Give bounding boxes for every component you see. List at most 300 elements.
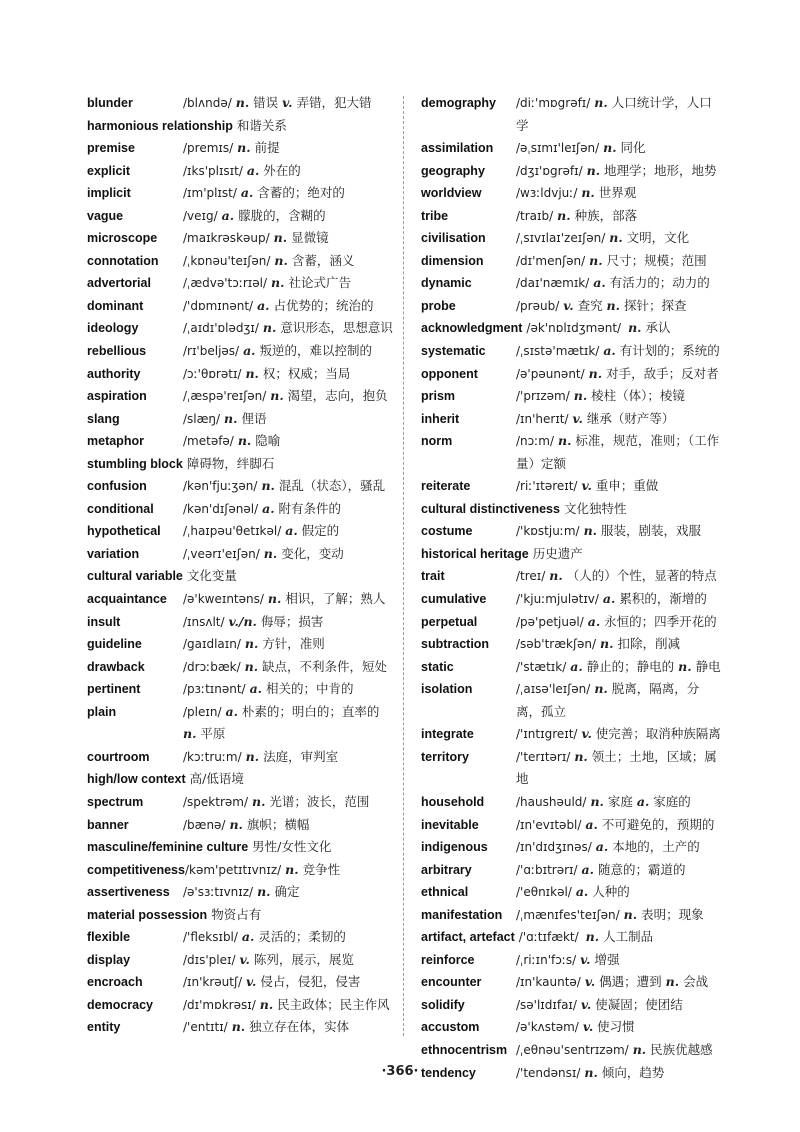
definition: n. 领土；土地，区域；属地	[516, 748, 717, 787]
definition: a. 朦胧的，含糊的	[221, 207, 326, 223]
definition: 男性/女性文化	[252, 839, 332, 855]
phonetic: /ə'kʌstəm/	[516, 1020, 579, 1035]
vocab-entry	[87, 92, 393, 115]
phonetic: /ɪn'dɪdʒɪnəs/	[516, 840, 592, 855]
headword: isolation	[421, 682, 473, 697]
headword: microscope	[87, 231, 158, 246]
headword: pertinent	[87, 682, 141, 697]
headword: advertorial	[87, 276, 151, 291]
vocab-entry	[87, 363, 393, 386]
headword: dimension	[421, 253, 484, 268]
phonetic: /ˌaɪsə'leɪʃən/	[516, 682, 591, 697]
vocab-entry	[421, 859, 721, 882]
definition: n. 民主政体；民主作风	[259, 996, 390, 1012]
vocab-entry	[87, 408, 393, 431]
definition: a. 随意的；霸道的	[581, 861, 686, 877]
headword: assimilation	[421, 141, 494, 156]
headword: entity	[87, 1020, 121, 1035]
phonetic: /veɪg/	[183, 208, 218, 223]
phonetic: /pɜːtɪnənt/	[183, 682, 246, 697]
phonetic: /sə'lɪdɪfaɪ/	[516, 997, 577, 1012]
definition: a. 人种的	[575, 884, 630, 900]
phonetic: /'ɑːtɪfækt/	[518, 930, 579, 945]
definition: a. 附有条件的	[262, 500, 342, 516]
definition: n. 尺寸；规模；范围	[589, 252, 707, 268]
vocab-entry	[421, 1016, 721, 1039]
vocab-entry	[421, 904, 721, 927]
vocab-entry	[87, 137, 393, 160]
vocab-entry	[421, 250, 721, 273]
vocab-entry	[87, 115, 393, 138]
definition: n. 光谱；波长，范围	[251, 793, 370, 809]
definition: n. 棱柱（体）；棱镜	[573, 388, 685, 404]
definition: n. 社论式广告	[271, 275, 351, 291]
headword: conditional	[87, 501, 154, 516]
headword: reinforce	[421, 952, 475, 967]
vocab-entry	[421, 926, 721, 949]
vocab-entry	[87, 926, 393, 949]
phonetic: /maɪkrəskəup/	[183, 231, 270, 246]
headword: inherit	[421, 411, 460, 426]
vocab-entry	[421, 543, 721, 566]
phonetic: /dɪ'menʃən/	[516, 253, 586, 268]
phonetic: /'prɪzəm/	[516, 389, 570, 404]
headword: ideology	[87, 321, 139, 336]
vocab-entry	[87, 565, 393, 588]
headword: worldview	[421, 186, 482, 201]
definition: n. 民族优越感	[632, 1041, 713, 1057]
phonetic: /ɪn'herɪt/	[516, 411, 569, 426]
headword: trait	[421, 569, 445, 584]
vocab-entry	[421, 746, 721, 791]
phonetic: /ˌsɪvɪlaɪ'zeɪʃən/	[516, 231, 606, 246]
headword: assertiveness	[87, 885, 170, 900]
definition: n. 前提	[237, 140, 280, 156]
headword: solidify	[421, 997, 465, 1012]
headword: harmonious relationship	[87, 118, 233, 133]
phonetic: /pə'petjuəl/	[516, 614, 584, 629]
definition: n. 独立存在体，实体	[231, 1019, 350, 1035]
phonetic: /dʒɪ'ɒgrəfɪ/	[516, 163, 583, 178]
definition: n. 脱离，隔离，分离，孤立	[516, 681, 700, 719]
phonetic: /gaɪdlaɪn/	[183, 637, 241, 652]
definition: v. 增强	[580, 951, 620, 967]
headword: inevitable	[421, 817, 479, 832]
phonetic: /pleɪn/	[183, 704, 222, 719]
vocab-entry	[87, 182, 393, 205]
phonetic: /ɪn'krəutʃ/	[183, 975, 243, 990]
phonetic: /blʌndə/	[183, 96, 232, 110]
vocab-entry	[421, 994, 721, 1017]
headword: arbitrary	[421, 862, 472, 877]
phonetic: /slæŋ/	[183, 411, 221, 426]
definition: a. 相关的；中肯的	[249, 681, 354, 697]
vocab-entry	[87, 949, 393, 972]
phonetic: /'ɑːbɪtrərɪ/	[516, 862, 578, 877]
vocab-entry	[87, 475, 393, 498]
vocab-entry	[87, 814, 393, 837]
definition: n. 人口统计学，人口学	[516, 95, 712, 133]
headword: authority	[87, 366, 141, 381]
phonetic: /ɔː'θɒrətɪ/	[183, 366, 242, 381]
vocab-entry	[421, 520, 721, 543]
headword: civilisation	[421, 231, 486, 246]
vocab-entry	[421, 363, 721, 386]
definition: a. 有活力的；动力的	[593, 275, 710, 291]
definition: a. 有计划的；系统的	[603, 343, 720, 359]
definition: v. 使完善；取消种族隔离	[581, 726, 721, 742]
phonetic: /ˌkɒnəu'teɪʃən/	[183, 253, 271, 268]
definition: a. 假定的	[285, 523, 340, 539]
headword: insult	[87, 614, 121, 629]
phonetic: /dɪs'pleɪ/	[183, 952, 236, 967]
phonetic: /ˌæspə'reɪʃən/	[183, 389, 267, 404]
headword: demography	[421, 96, 497, 110]
headword: courtroom	[87, 749, 150, 764]
column-divider	[403, 96, 404, 1036]
vocab-entry	[421, 971, 721, 994]
phonetic: /ɪn'kauntə/	[516, 975, 581, 990]
phonetic: /ə'sɜːtɪvnɪz/	[183, 885, 254, 900]
vocab-entry	[87, 227, 393, 250]
definition: n. 扣除，削减	[600, 636, 680, 652]
definition: n. 家庭 a. 家庭的	[590, 793, 691, 809]
headword: geography	[421, 163, 485, 178]
definition: 物资占有	[211, 906, 262, 922]
definition: n. 权；权威；当局	[245, 365, 351, 381]
vocab-entry	[421, 588, 721, 611]
headword: accustom	[421, 1020, 480, 1035]
vocab-entry	[421, 430, 721, 475]
headword: masculine/feminine culture	[87, 840, 249, 855]
phonetic: /diː'mɒgrəfɪ/	[516, 96, 591, 110]
headword: explicit	[87, 163, 131, 178]
phonetic: /daɪ'næmɪk/	[516, 276, 590, 291]
definition: n. 法庭，审判室	[245, 748, 339, 764]
headword: static	[421, 659, 454, 674]
headword: ethnocentrism	[421, 1042, 508, 1057]
headword: systematic	[421, 344, 486, 359]
vocab-entry	[421, 92, 721, 137]
definition: n. 隐喻	[237, 433, 281, 449]
headword: high/low context	[87, 772, 186, 787]
headword: material possession	[87, 907, 208, 922]
headword: encroach	[87, 975, 143, 990]
vocab-entry	[87, 633, 393, 656]
headword: slang	[87, 411, 120, 426]
phonetic: /ə'kweɪntəns/	[183, 592, 264, 607]
phonetic: /riː'ɪtəreɪt/	[516, 479, 578, 494]
definition: 高/低语境	[189, 771, 244, 787]
definition: n. 种族，部落	[557, 207, 638, 223]
vocab-entry	[87, 385, 393, 408]
vocab-entry	[87, 588, 393, 611]
phonetic: /'eθnɪkəl/	[516, 885, 572, 900]
vocab-entry	[87, 430, 393, 453]
vocab-entry	[421, 317, 721, 340]
vocab-entry	[87, 520, 393, 543]
definition: v./n. 侮辱；损害	[228, 613, 324, 629]
headword: norm	[421, 434, 453, 449]
right-column	[421, 92, 721, 1084]
definition: a. 含蓄的；绝对的	[240, 185, 345, 201]
definition: a. 永恒的；四季开花的	[587, 613, 717, 629]
headword: manifestation	[421, 907, 503, 922]
vocab-entry	[421, 1039, 721, 1062]
definition: a. 累积的，渐增的	[602, 591, 707, 607]
phonetic: /kɔːtruːm/	[183, 749, 242, 764]
phonetic: /drɔːbæk/	[183, 659, 241, 674]
phonetic: /kəm'petɪtɪvnɪz/	[184, 862, 282, 877]
definition: 历史遗产	[532, 545, 583, 561]
headword: indigenous	[421, 840, 488, 855]
vocab-entry	[87, 971, 393, 994]
vocab-entry	[87, 340, 393, 363]
definition: n. 意识形态，思想意识	[262, 320, 393, 336]
vocab-entry	[87, 656, 393, 679]
definition: n. 含蓄，涵义	[274, 252, 355, 268]
phonetic: /kən'dɪʃənəl/	[183, 501, 259, 516]
vocab-entry	[421, 949, 721, 972]
definition: 文化变量	[186, 568, 237, 584]
headword: cultural variable	[87, 569, 183, 584]
definition: 障碍物，绊脚石	[186, 455, 275, 471]
phonetic: /'ɪntɪgreɪt/	[516, 727, 578, 742]
headword: prism	[421, 389, 456, 404]
headword: tendency	[421, 1065, 476, 1080]
phonetic: /dɪ'mɒkrəsɪ/	[183, 997, 256, 1012]
vocab-entry	[421, 272, 721, 295]
definition: n. 确定	[257, 884, 300, 900]
headword: costume	[421, 524, 473, 539]
headword: cultural distinctiveness	[421, 501, 560, 516]
vocab-entry	[87, 272, 393, 295]
phonetic: /ˌmænɪfes'teɪʃən/	[516, 907, 620, 922]
vocab-entry	[421, 227, 721, 250]
definition: n. 文明，文化	[609, 230, 690, 246]
phonetic: /ˌveərɪ'eɪʃən/	[183, 546, 260, 561]
definition: v. 陈列，展示，展览	[239, 951, 354, 967]
headword: cumulative	[421, 592, 487, 607]
headword: connotation	[87, 253, 159, 268]
definition: v. 使习惯	[582, 1019, 635, 1035]
vocab-entry	[421, 340, 721, 363]
phonetic: /'entɪtɪ/	[183, 1020, 228, 1035]
definition: v. 偶遇；遭到 n. 会战	[584, 974, 709, 990]
vocab-entry	[87, 746, 393, 769]
definition: n. 承认	[628, 320, 671, 336]
phonetic: /'kjuːmjulətɪv/	[516, 592, 599, 607]
definition: n. 相识，了解；熟人	[267, 591, 386, 607]
phonetic: /ˌeθnəu'sentrɪzəm/	[516, 1042, 629, 1057]
headword: drawback	[87, 659, 145, 674]
definition: n. 倾向，趋势	[584, 1064, 665, 1080]
headword: blunder	[87, 96, 133, 110]
headword: implicit	[87, 186, 131, 201]
vocab-entry	[421, 137, 721, 160]
headword: historical heritage	[421, 546, 529, 561]
vocab-entry	[87, 701, 393, 746]
headword: confusion	[87, 479, 147, 494]
definition: a. 本地的，土产的	[595, 839, 700, 855]
headword: flexible	[87, 930, 131, 945]
vocab-entry	[421, 881, 721, 904]
headword: display	[87, 952, 131, 967]
headword: spectrum	[87, 794, 144, 809]
definition: v. 重申；重做	[581, 478, 659, 494]
definition: n. 服装，剧装，戏服	[583, 523, 702, 539]
vocab-entry	[87, 160, 393, 183]
phonetic: /ə'pəunənt/	[516, 366, 585, 381]
vocab-entry	[421, 678, 721, 723]
definition: a. 叛逆的，难以控制的	[243, 343, 373, 359]
vocab-entry	[87, 543, 393, 566]
phonetic: /nɔːm/	[516, 434, 555, 449]
definition: a. 朴素的；明白的；直率的 n. 平原	[183, 703, 380, 742]
definition: n. 表明；现象	[623, 906, 704, 922]
vocab-entry	[421, 611, 721, 634]
phonetic: /'dɒmɪnənt/	[183, 298, 254, 313]
vocab-entry	[421, 205, 721, 228]
phonetic: /ək'nɒlɪdʒmənt/	[526, 321, 622, 336]
phonetic: /wɜːldvjuː/	[516, 186, 578, 201]
definition: n. 缺点，不利条件，短处	[244, 658, 388, 674]
definition: a. 占优势的；统治的	[257, 297, 374, 313]
vocab-entry	[421, 791, 721, 814]
headword: hypothetical	[87, 524, 161, 539]
phonetic: /bænə/	[183, 817, 226, 832]
headword: tribe	[421, 208, 449, 223]
vocab-entry	[421, 385, 721, 408]
vocab-entry	[87, 881, 393, 904]
definition: v. 使凝固；使团结	[580, 996, 683, 1012]
phonetic: /rɪ'beljəs/	[183, 344, 240, 359]
headword: guideline	[87, 637, 142, 652]
definition: n. 错误 v. 弄错，犯大错	[235, 95, 372, 110]
vocab-entry	[87, 1016, 393, 1039]
definition: 文化独特性	[563, 500, 627, 516]
phonetic: /ˌriːɪn'fɔːs/	[516, 952, 577, 967]
headword: perpetual	[421, 614, 478, 629]
vocab-entry	[87, 859, 393, 882]
vocab-entry	[421, 498, 721, 521]
vocab-entry	[87, 317, 393, 340]
headword: subtraction	[421, 637, 490, 652]
vocab-entry	[421, 633, 721, 656]
definition: n. 混乱（状态），骚乱	[261, 478, 386, 494]
definition: n. 旗帜；横幅	[229, 816, 310, 832]
vocab-entry	[87, 498, 393, 521]
definition: n. 渴望，志向，抱负	[270, 388, 388, 404]
headword: plain	[87, 704, 117, 719]
vocab-entry	[87, 994, 393, 1017]
phonetic: /kən'fjuːʒən/	[183, 479, 258, 494]
headword: opponent	[421, 366, 478, 381]
vocab-entry	[87, 904, 393, 927]
phonetic: /'terɪtərɪ/	[516, 749, 571, 764]
headword: artifact, artefact	[421, 930, 515, 945]
vocab-entry	[421, 475, 721, 498]
vocab-entry	[87, 836, 393, 859]
phonetic: /ˌsɪstə'mætɪk/	[516, 344, 600, 359]
definition: v. 侵占，侵犯，侵害	[246, 974, 361, 990]
definition: n. 方针，准则	[244, 636, 325, 652]
headword: aspiration	[87, 389, 147, 404]
headword: vague	[87, 208, 124, 223]
definition: n. 竞争性	[285, 861, 341, 877]
headword: territory	[421, 749, 469, 764]
headword: acquaintance	[87, 592, 167, 607]
phonetic: /ɪn'evɪtəbl/	[516, 817, 582, 832]
vocab-entry	[87, 678, 393, 701]
vocab-entry	[421, 182, 721, 205]
vocab-entry	[421, 408, 721, 431]
phonetic: /'stætɪk/	[516, 659, 567, 674]
phonetic: /treɪ/	[516, 569, 546, 584]
phonetic: /əˌsɪmɪ'leɪʃən/	[516, 141, 600, 156]
headword: encounter	[421, 975, 482, 990]
phonetic: /premɪs/	[183, 141, 234, 156]
phonetic: /ɪm'plɪst/	[183, 186, 237, 201]
definition: n. 世界观	[581, 185, 637, 201]
vocab-entry	[421, 814, 721, 837]
phonetic: /ɪks'plɪsɪt/	[183, 163, 243, 178]
definition: n. 标准，规范，准则；（工作量）定额	[516, 433, 720, 471]
headword: stumbling block	[87, 456, 183, 471]
phonetic: /metəfə/	[183, 434, 234, 449]
definition: n. 俚语	[224, 410, 267, 426]
definition: n. 同化	[603, 140, 646, 156]
definition: a. 灵活的；柔韧的	[241, 929, 346, 945]
vocab-entry	[87, 791, 393, 814]
page-number: ·366·	[381, 1064, 419, 1079]
vocab-entry	[421, 836, 721, 859]
headword: ethnical	[421, 885, 469, 900]
phonetic: /ˌaɪdɪ'ɒlədʒɪ/	[183, 321, 259, 336]
vocab-entry	[421, 565, 721, 588]
vocab-entry	[87, 250, 393, 273]
phonetic: /ˌædvə'tɔːrɪəl/	[183, 276, 268, 291]
headword: reiterate	[421, 479, 471, 494]
vocab-entry	[421, 656, 721, 679]
headword: acknowledgment	[421, 321, 523, 336]
phonetic: /spektrəm/	[183, 794, 248, 809]
definition: n. 对手，敌手；反对者	[588, 365, 719, 381]
headword: premise	[87, 141, 135, 156]
definition: n. 变化，变动	[263, 545, 344, 561]
headword: integrate	[421, 727, 474, 742]
definition: a. 静止的；静电的 n. 静电	[570, 658, 721, 674]
vocab-entry	[87, 768, 393, 791]
headword: variation	[87, 546, 140, 561]
phonetic: /'fleksɪbl/	[183, 930, 238, 945]
headword: probe	[421, 298, 456, 313]
vocab-entry	[421, 295, 721, 318]
definition: a. 外在的	[246, 162, 301, 178]
headword: metaphor	[87, 434, 144, 449]
vocab-entry	[87, 205, 393, 228]
definition: n. 显微镜	[273, 230, 329, 246]
vocab-entry	[421, 160, 721, 183]
phonetic: /haushəuld/	[516, 794, 587, 809]
headword: rebellious	[87, 344, 147, 359]
headword: democracy	[87, 997, 154, 1012]
definition: a. 不可避免的，预期的	[585, 816, 715, 832]
vocab-entry	[87, 295, 393, 318]
headword: dominant	[87, 298, 144, 313]
vocab-entry	[421, 723, 721, 746]
headword: dynamic	[421, 276, 472, 291]
